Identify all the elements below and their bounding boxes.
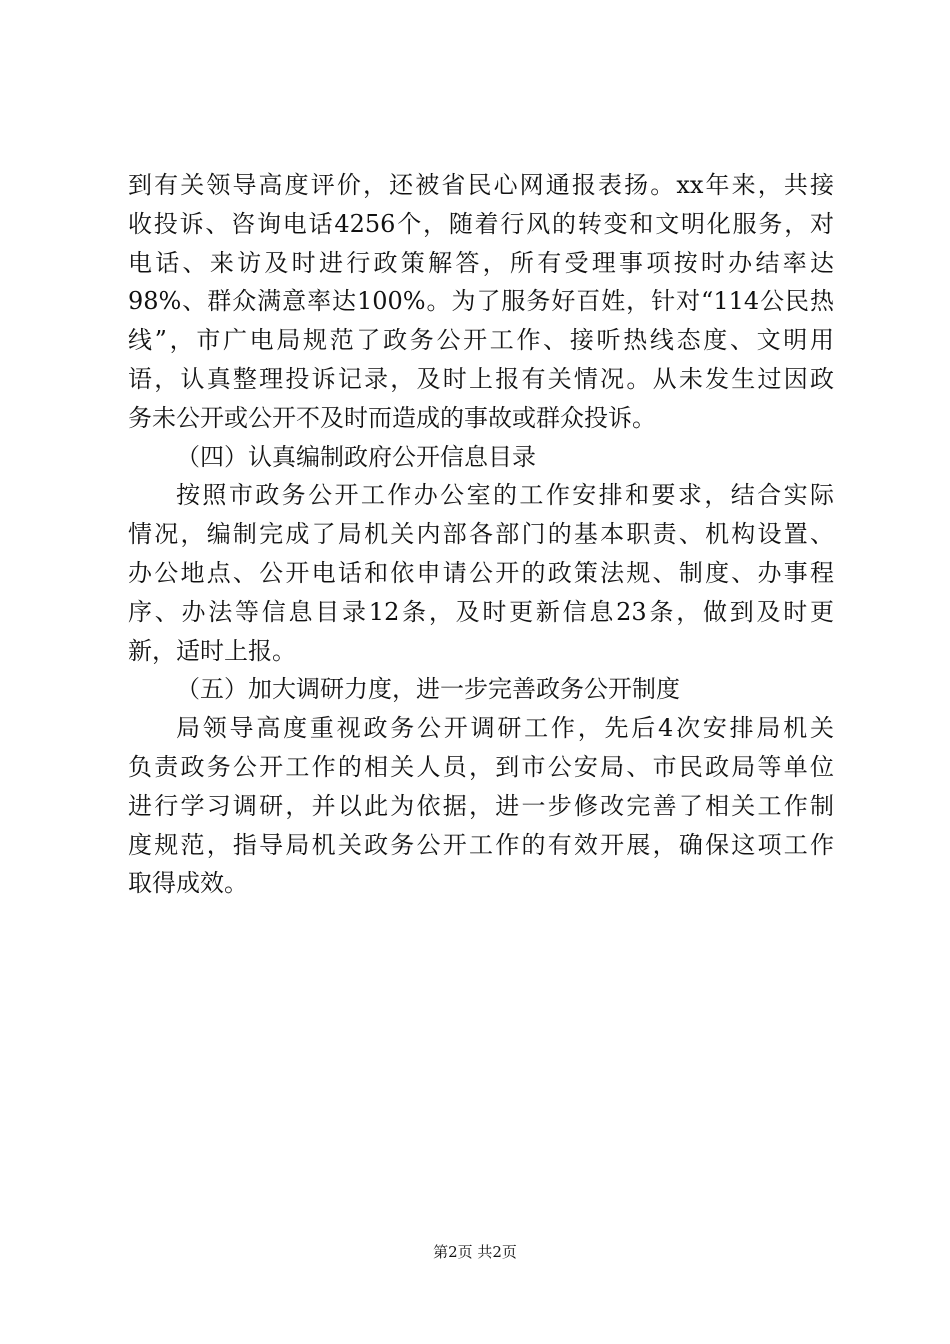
paragraph-line: 负责政务公开工作的相关人员，到市公安局、市民政局等单位 [128, 752, 834, 781]
paragraph-line: 度规范，指导局机关政务公开工作的有效开展，确保这项工作 [128, 830, 834, 859]
paragraph-line: 情况，编制完成了局机关内部各部门的基本职责、机构设置、 [128, 520, 834, 549]
page-number-footer: 第2页 共2页 [433, 1243, 517, 1261]
paragraph-line: 新，适时上报。 [128, 636, 296, 665]
paragraph-line: 到有关领导高度评价，还被省民心网通报表扬。xx年来，共接 [128, 171, 834, 199]
document-body [128, 166, 834, 903]
section-heading-4: （四）认真编制政府公开信息目录 [176, 442, 536, 471]
paragraph-line: 办公地点、公开电话和依申请公开的政策法规、制度、办事程 [128, 558, 834, 587]
paragraph-line: 按照市政务公开工作办公室的工作安排和要求，结合实际 [176, 481, 834, 510]
paragraph-line: 取得成效。 [128, 869, 248, 898]
paragraph-line: 收投诉、咨询电话4256个，随着行风的转变和文明化服务，对 [128, 209, 834, 238]
paragraph-line: 局领导高度重视政务公开调研工作，先后4次安排局机关 [176, 714, 834, 743]
section-heading-5: （五）加大调研力度，进一步完善政务公开制度 [176, 675, 680, 704]
paragraph-line: 进行学习调研，并以此为依据，进一步修改完善了相关工作制 [128, 791, 834, 820]
paragraph-line: 务未公开或公开不及时而造成的事故或群众投诉。 [128, 403, 656, 432]
paragraph-line: 98%、群众满意率达100%。为了服务好百姓，针对“114公民热 [128, 287, 834, 316]
paragraph-line: 语，认真整理投诉记录，及时上报有关情况。从未发生过因政 [128, 364, 834, 393]
paragraph-line: 电话、来访及时进行政策解答，所有受理事项按时办结率达 [128, 248, 834, 277]
paragraph-line: 线”，市广电局规范了政务公开工作、接听热线态度、文明用 [128, 326, 834, 355]
paragraph-line: 序、办法等信息目录12条，及时更新信息23条，做到及时更 [128, 597, 834, 626]
